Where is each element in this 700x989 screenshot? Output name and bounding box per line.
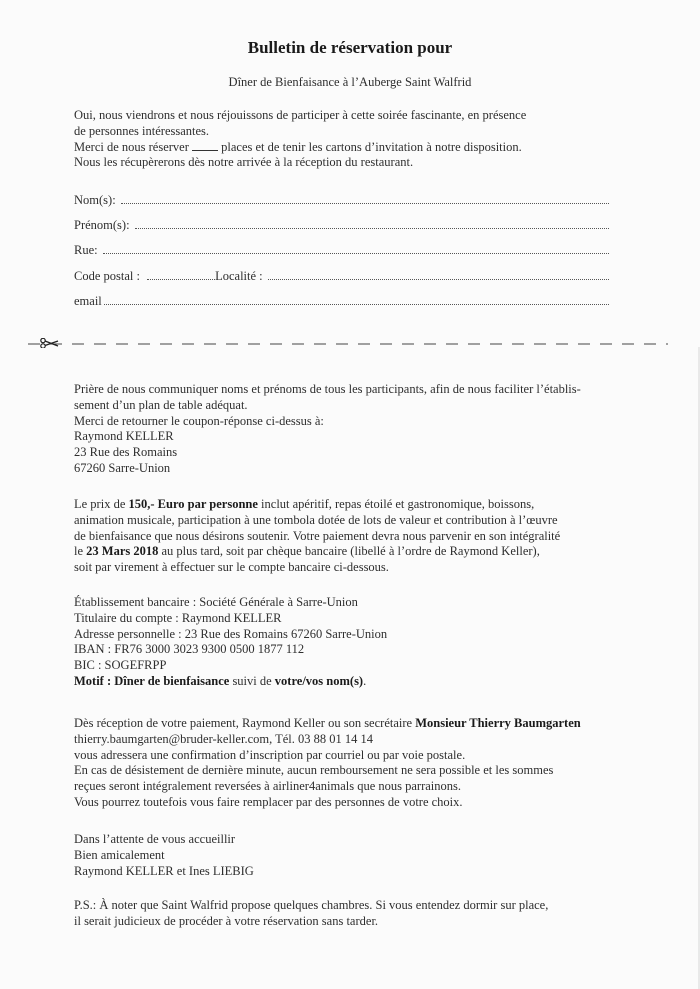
secretary-name: Monsieur Thierry Baumgarten: [415, 716, 581, 730]
email-dotted-line[interactable]: [104, 294, 609, 305]
price-line-3: de bienfaisance que nous désirons soutenir. Votre paiement devra nous parvenir en son intégralité: [74, 528, 561, 543]
event-subtitle: Dîner de Bienfaisance à l’Auberge Saint Walfrid: [228, 75, 472, 89]
confirmation-line-6: Vous pourrez toutefois vous faire remplacer par des personnes de votre choix.: [74, 794, 463, 809]
confirmation-line-4: En cas de désistement de dernière minute, aucun remboursement ne sera possible et les sommes: [74, 763, 554, 778]
confirmation-line-5: reçues seront intégralement reversées à airliner4animals que nous parrainons.: [74, 779, 461, 794]
city-label: Localité :: [215, 269, 266, 283]
price-amount: 150,- Euro par personne: [128, 497, 258, 511]
bank-details: [74, 595, 674, 690]
price-line-4-start: le: [74, 544, 87, 559]
scissors-icon: [41, 338, 58, 348]
bic: BIC : SOGEFRPP: [74, 658, 167, 673]
signature-names: Raymond KELLER et Ines LIEBIG: [74, 863, 254, 878]
payment-reference: [74, 674, 674, 690]
price-line-4: [74, 544, 674, 560]
instructions-line-1: Prière de nous communiquer noms et prénoms de tous les participants, afin de nous faciliter l’établis-: [74, 382, 581, 396]
price-line-4-end: au plus tard, soit par chèque bancaire (libellé à l’ordre de Raymond Keller),: [158, 544, 540, 559]
payment-deadline: 23 Mars 2018: [86, 544, 159, 559]
firstname-field[interactable]: [74, 218, 609, 234]
postal-code-dotted-line[interactable]: [147, 269, 215, 280]
intro-line-4: Nous les récupèrerons dès notre arrivée à la réception du restaurant.: [74, 155, 414, 170]
street-field[interactable]: [74, 243, 609, 259]
bank-name: Établissement bancaire : Société Générale à Sarre-Union: [74, 595, 358, 609]
intro-paragraph: [74, 108, 674, 171]
intro-line-2: de personnes intéressantes.: [74, 123, 210, 138]
firstname-dotted-line[interactable]: [135, 218, 609, 229]
confirmation-line-1: [74, 716, 674, 732]
firstname-label: Prénom(s):: [74, 218, 133, 232]
intro-line-3: [74, 140, 674, 156]
contact-line: thierry.baumgarten@bruder-keller.com, Tél. 03 88 01 14 14: [74, 731, 374, 746]
iban: IBAN : FR76 3000 3023 9300 0500 1877 112: [74, 642, 305, 657]
price-line-1-start: Le prix de: [74, 497, 129, 511]
account-holder: Titulaire du compte : Raymond KELLER: [74, 610, 282, 625]
instructions-paragraph: [74, 382, 674, 477]
price-line-5: soit par virement à effectuer sur le compte bancaire ci-dessous.: [74, 560, 389, 575]
reference-end: .: [363, 673, 367, 688]
instructions-line-3: Merci de retourner le coupon-réponse ci-dessus à:: [74, 413, 324, 428]
reference-connector: suivi de: [229, 673, 275, 688]
street-label: Rue:: [74, 243, 101, 257]
intro-line-3-start: Merci de nous réserver: [74, 139, 193, 154]
cut-line: [28, 338, 668, 348]
price-line-1: [74, 497, 674, 513]
closing-line-1: Dans l’attente de vous accueillir: [74, 832, 236, 846]
confirmation-line-1-start: Dès réception de votre paiement, Raymond Keller ou son secrétaire: [74, 716, 416, 730]
postal-code-label: Code postal :: [74, 269, 144, 283]
confirmation-line-3: vous adressera une confirmation d’inscription par courriel ou par voie postale.: [74, 747, 466, 762]
price-paragraph: [74, 497, 674, 576]
closing-block: [74, 832, 674, 879]
postal-city-field[interactable]: [74, 269, 609, 285]
address-line-2: 23 Rue des Romains: [74, 445, 178, 460]
name-label: Nom(s):: [74, 193, 119, 207]
street-dotted-line[interactable]: [103, 243, 609, 254]
price-line-1-end: inclut apéritif, repas étoilé et gastronomique, boissons,: [257, 497, 535, 511]
page-title: Bulletin de réservation pour: [247, 38, 453, 57]
city-dotted-line[interactable]: [268, 269, 609, 280]
name-dotted-line[interactable]: [121, 193, 609, 204]
name-field[interactable]: [74, 193, 609, 209]
places-blank-field[interactable]: [192, 140, 218, 151]
confirmation-paragraph: [74, 716, 674, 811]
postscript-line-1: P.S.: À noter que Saint Walfrid propose quelques chambres. Si vous entendez dormir sur place,: [74, 898, 549, 912]
intro-line-1: Oui, nous viendrons et nous réjouissons de participer à cette soirée fascinante, en présence: [74, 108, 527, 122]
instructions-line-2: sement d’un plan de table adéquat.: [74, 397, 248, 412]
reference-label: Motif : Dîner de bienfaisance: [74, 673, 230, 688]
intro-line-3-end: places et de tenir les cartons d’invitation à notre disposition.: [218, 139, 522, 154]
postscript: [74, 898, 674, 930]
closing-line-2: Bien amicalement: [74, 847, 165, 862]
address-line-3: 67260 Sarre-Union: [74, 460, 171, 475]
reference-names: votre/vos nom(s): [274, 673, 364, 688]
holder-address: Adresse personnelle : 23 Rue des Romains 67260 Sarre-Union: [74, 626, 388, 641]
address-line-1: Raymond KELLER: [74, 429, 174, 444]
price-line-2: animation musicale, participation à une tombola dotée de lots de valeur et contribution à l’œuvre: [74, 512, 558, 527]
email-label: email: [74, 294, 102, 308]
email-field[interactable]: [74, 294, 609, 310]
postscript-line-2: il serait judicieux de procéder à votre réservation sans tarder.: [74, 913, 379, 928]
